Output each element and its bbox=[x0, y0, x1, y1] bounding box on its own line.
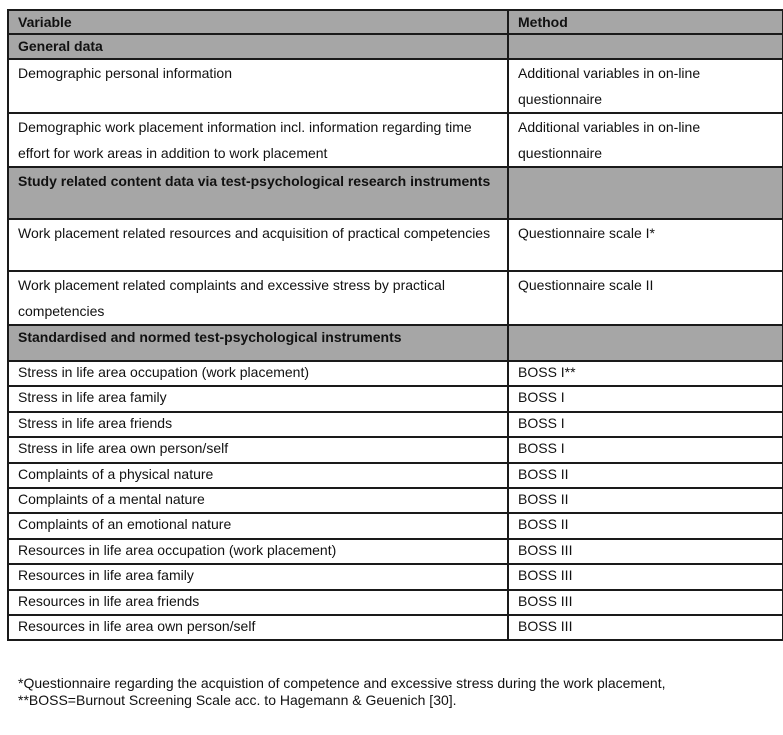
table-row bbox=[8, 488, 783, 513]
table-row bbox=[8, 219, 783, 271]
variable-cell: Complaints of a mental nature bbox=[8, 488, 508, 513]
method-cell: BOSS I bbox=[508, 412, 783, 437]
table-row bbox=[8, 564, 783, 589]
section-header-row bbox=[8, 325, 783, 361]
variable-cell: Resources in life area own person/self bbox=[8, 615, 508, 640]
variable-cell: Stress in life area friends bbox=[8, 412, 508, 437]
table-row bbox=[8, 463, 783, 488]
table-row bbox=[8, 59, 783, 113]
variable-cell: Demographic personal information bbox=[8, 59, 508, 113]
section-title: Standardised and normed test-psychological instruments bbox=[8, 325, 508, 361]
variable-cell: Work placement related complaints and excessive stress by practical competencies bbox=[8, 271, 508, 325]
method-cell: BOSS II bbox=[508, 488, 783, 513]
method-cell: Additional variables in on-line questionnaire bbox=[508, 59, 783, 113]
variable-cell: Stress in life area own person/self bbox=[8, 437, 508, 462]
method-cell: Questionnaire scale II bbox=[508, 271, 783, 325]
section-header-row bbox=[8, 167, 783, 219]
method-cell: BOSS II bbox=[508, 463, 783, 488]
variable-cell: Resources in life area friends bbox=[8, 590, 508, 615]
variable-cell: Stress in life area occupation (work placement) bbox=[8, 361, 508, 386]
table-row bbox=[8, 386, 783, 411]
method-cell: BOSS III bbox=[508, 539, 783, 564]
method-cell: BOSS III bbox=[508, 615, 783, 640]
method-cell: BOSS III bbox=[508, 564, 783, 589]
variable-cell: Resources in life area family bbox=[8, 564, 508, 589]
variable-cell: Resources in life area occupation (work placement) bbox=[8, 539, 508, 564]
table-row bbox=[8, 437, 783, 462]
variables-methods-table bbox=[7, 9, 783, 641]
variable-cell: Complaints of an emotional nature bbox=[8, 513, 508, 538]
section-method-empty bbox=[508, 167, 783, 219]
table-row bbox=[8, 539, 783, 564]
method-cell: BOSS I bbox=[508, 437, 783, 462]
section-header-row bbox=[8, 34, 783, 59]
section-method-empty bbox=[508, 325, 783, 361]
column-header-variable: Variable bbox=[8, 10, 508, 34]
section-title: General data bbox=[8, 34, 508, 59]
table-row bbox=[8, 412, 783, 437]
method-cell: BOSS I bbox=[508, 386, 783, 411]
section-title: Study related content data via test-psychological research instruments bbox=[8, 167, 508, 219]
variable-cell: Stress in life area family bbox=[8, 386, 508, 411]
table-header-row bbox=[8, 10, 783, 34]
method-cell: BOSS II bbox=[508, 513, 783, 538]
table-row bbox=[8, 615, 783, 640]
method-cell: Additional variables in on-line questionnaire bbox=[508, 113, 783, 167]
table-row bbox=[8, 513, 783, 538]
method-cell: Questionnaire scale I* bbox=[508, 219, 783, 271]
footnote-questionnaire: *Questionnaire regarding the acquistion of competence and excessive stress during the work placement, bbox=[18, 675, 666, 691]
column-header-method: Method bbox=[508, 10, 783, 34]
table-row bbox=[8, 113, 783, 167]
footnote-boss: **BOSS=Burnout Screening Scale acc. to Hagemann & Geuenich [30]. bbox=[18, 692, 457, 708]
variable-cell: Complaints of a physical nature bbox=[8, 463, 508, 488]
table-row bbox=[8, 361, 783, 386]
table-footnotes bbox=[18, 675, 665, 709]
section-method-empty bbox=[508, 34, 783, 59]
variable-cell: Demographic work placement information incl. information regarding time effort for work areas in addition to work placement bbox=[8, 113, 508, 167]
method-cell: BOSS I** bbox=[508, 361, 783, 386]
method-cell: BOSS III bbox=[508, 590, 783, 615]
table-row bbox=[8, 271, 783, 325]
table-row bbox=[8, 590, 783, 615]
variable-cell: Work placement related resources and acquisition of practical competencies bbox=[8, 219, 508, 271]
